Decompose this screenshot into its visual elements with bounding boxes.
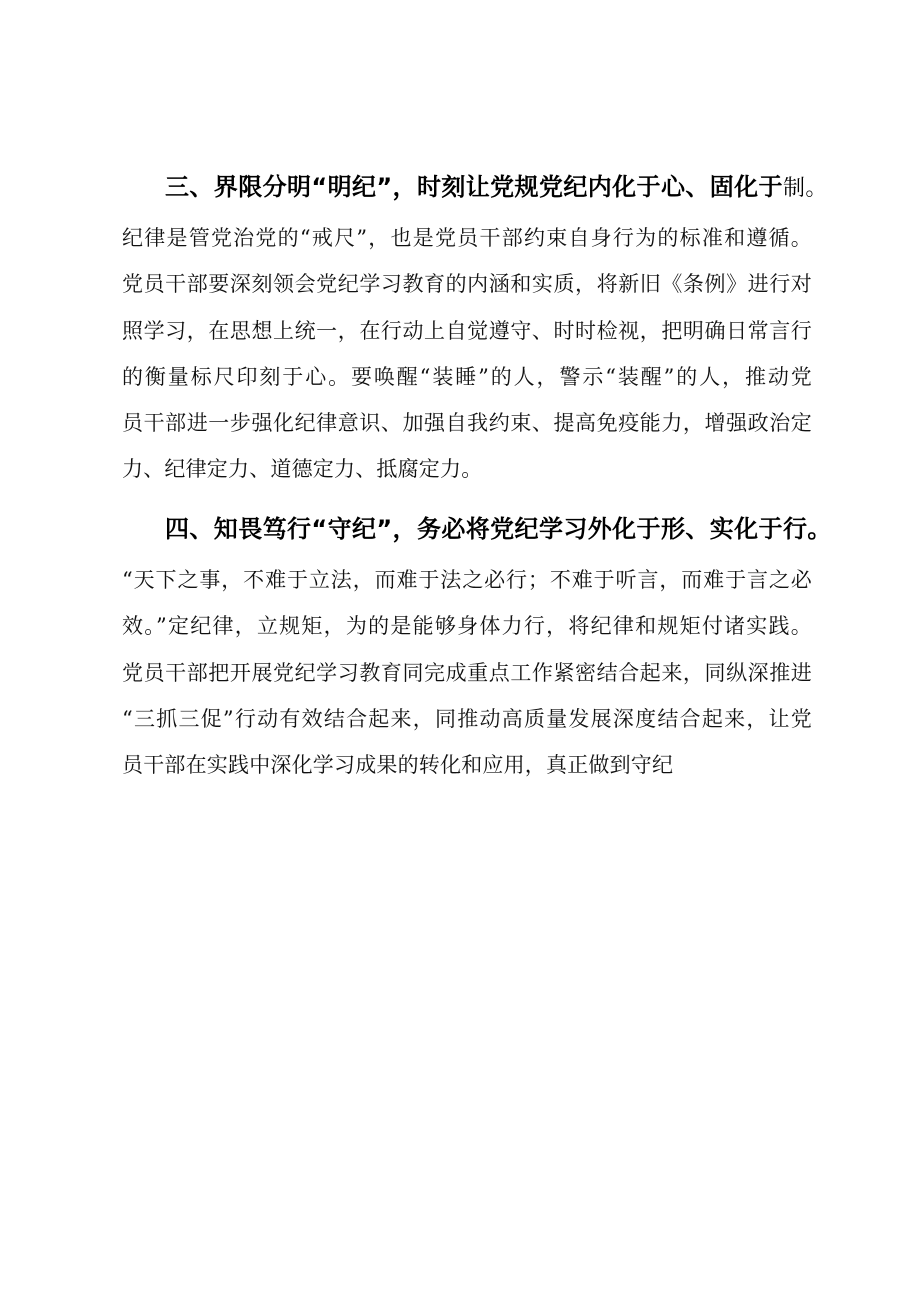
section-4-line-4: “三抓三促”行动有效结合起来，同推动高质量发展深度结合起来，让党 [122,707,812,731]
section-3-heading-tail: 制。 [782,176,828,201]
section-3-line-3: 照学习，在思想上统一，在行动上自觉遵守、时时检视，把明确日常言行 [122,319,812,343]
section-3-line-2: 党员干部要深刻领会党纪学习教育的内涵和实质，将新旧《条例》进行对 [122,272,812,296]
section-4-line-5: 员干部在实践中深化学习成果的转化和应用，真正做到守纪 [122,753,674,777]
section-4-line-1: “天下之事，不难于立法，而难于法之必行；不难于听言，而难于言之必 [122,568,812,592]
section-3-line-5: 员干部进一步强化纪律意识、加强自我约束、提高免疫能力，增强政治定 [122,411,812,435]
section-3-line-4: 的衡量标尺印刻于心。要唤醒“装睡”的人，警示“装醒”的人，推动党 [122,365,812,389]
section-3-heading [165,172,855,204]
section-3-line-6: 力、纪律定力、道德定力、抵腐定力。 [122,457,483,481]
section-3-line-1: 纪律是管党治党的“戒尺”，也是党员干部约束自身行为的标准和遵循。 [122,226,812,250]
section-4-heading: 四、知畏笃行“守纪”，务必将党纪学习外化于形、实化于行。 [165,515,832,543]
section-4-line-3: 党员干部把开展党纪学习教育同完成重点工作紧密结合起来，同纵深推进 [122,661,812,685]
section-4-line-2: 效。”定纪律，立规矩，为的是能够身体力行，将纪律和规矩付诸实践。 [122,614,812,638]
section-3-heading-main: 三、界限分明“明纪”，时刻让党规党纪内化于心、固化于 [165,173,783,201]
